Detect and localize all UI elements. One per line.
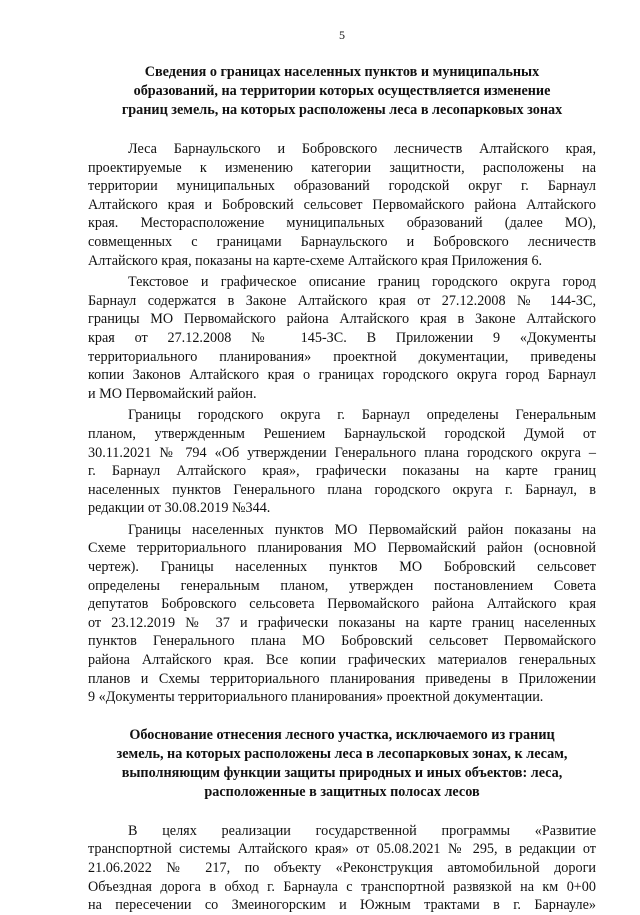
text-line: редакции от 30.08.2019 №344. <box>88 500 271 517</box>
text-line: проектируемые к изменению категории защитности, расположены на <box>88 159 596 176</box>
paragraph-forests-location <box>88 140 596 270</box>
heading-line: выполняющим функции защиты природных и иных объектов: леса, <box>121 764 563 781</box>
page-number: 5 <box>339 28 345 42</box>
paragraph-barnaul-borders <box>88 406 596 518</box>
text-line: Барнаул содержатся в Законе Алтайского края от 27.12.2008 № 144-ЗС, <box>88 292 596 309</box>
text-line: транспортной системы Алтайского края» от 05.08.2021 № 295, в редакции от <box>88 841 596 858</box>
text-line: Текстовое и графическое описание границ городского округа город <box>128 274 596 291</box>
text-line: населенных пунктов Генерального плана городского округа г. Барнаул, в <box>88 481 596 498</box>
paragraph-settlement-borders <box>88 521 596 707</box>
text-line: края. Месторасположение муниципальных образований (далее МО), <box>88 215 596 232</box>
text-line: территориального планирования» проектной документации, приведены <box>88 348 596 365</box>
text-line: границы МО Первомайского района Алтайского края в Законе Алтайского <box>88 311 596 328</box>
text-line: 21.06.2022 № 217, по объекту «Реконструкция автомобильной дороги <box>88 860 596 876</box>
heading-line: Обоснование отнесения лесного участка, исключаемого из границ <box>129 726 555 743</box>
text-line: Границы населенных пунктов МО Первомайский район показаны на <box>128 521 596 538</box>
text-line: планов и Схемы территориального планирования приведены в Приложении <box>88 670 596 687</box>
text-line: чертеж). Границы населенных пунктов МО Бобровский сельсовет <box>88 559 596 576</box>
text-line: и МО Первомайский район. <box>88 385 257 402</box>
text-line: г. Барнаул Алтайского края», графически показаны на карте границ <box>88 463 596 480</box>
text-line: Леса Барнаульского и Бобровского лесничеств Алтайского края, <box>128 141 596 157</box>
text-line: территории муниципальных образований городской округ г. Барнаул <box>88 178 596 195</box>
text-line: района Алтайского края. Все копии графических материалов генеральных <box>88 652 596 669</box>
section-spacer <box>88 710 596 726</box>
text-line: совмещенных с границами Барнаульского и Бобровского лесничеств <box>88 233 596 250</box>
text-line: от 23.12.2019 № 37 и графически показаны на карте границ населенных <box>88 614 596 631</box>
heading-line: образований, на территории которых осуществляется изменение <box>133 83 551 99</box>
text-line: 30.11.2021 № 794 «Об утверждении Генерального плана городского округа – <box>88 444 596 461</box>
paragraph-road-program <box>88 822 596 915</box>
text-line: Схеме территориального планирования МО Первомайский район (основной <box>88 540 596 557</box>
section-heading-borders <box>88 63 596 120</box>
heading-line: расположенные в защитных полосах лесов <box>204 783 480 800</box>
text-line: В целях реализации государственной программы «Развитие <box>128 822 596 839</box>
text-line: 9 «Документы территориального планирования» проектной документации. <box>88 689 544 706</box>
paragraph-border-description <box>88 273 596 403</box>
text-line: Алтайского края и Бобровский сельсовет Первомайского района Алтайского <box>88 196 596 213</box>
text-line: Границы городского округа г. Барнаул определены Генеральным <box>128 407 596 424</box>
heading-line: земель, на которых расположены леса в лесопарковых зонах, к лесам, <box>116 745 568 762</box>
section-heading-justification <box>88 726 596 802</box>
text-line: пунктов Генерального плана МО Бобровский сельсовет Первомайского <box>88 633 596 650</box>
heading-line: границ земель, на которых расположены леса в лесопарковых зонах <box>121 102 563 118</box>
text-line: планом, утвержденным Решением Барнаульской городской Думой от <box>88 425 596 442</box>
text-line: Алтайского края, показаны на карте-схеме Алтайского края Приложения 6. <box>88 252 543 269</box>
text-line: депутатов Бобровского сельсовета Первомайского района Алтайского края <box>88 596 596 613</box>
text-line: копии Законов Алтайского края о границах городского округа город Барнаул <box>88 367 596 384</box>
text-line: на пересечении со Змеиногорским и Южным трактами в г. Барнауле» <box>88 897 596 914</box>
heading-line: Сведения о границах населенных пунктов и муниципальных <box>144 64 540 80</box>
text-line: Объездная дорога в обход г. Барнаула с транспортной развязкой на км 0+00 <box>88 878 596 895</box>
text-line: края от 27.12.2008 № 145-ЗС. В Приложении 9 «Документы <box>88 329 596 346</box>
text-line: определены генеральным планом, утвержден постановлением Совета <box>88 577 596 594</box>
